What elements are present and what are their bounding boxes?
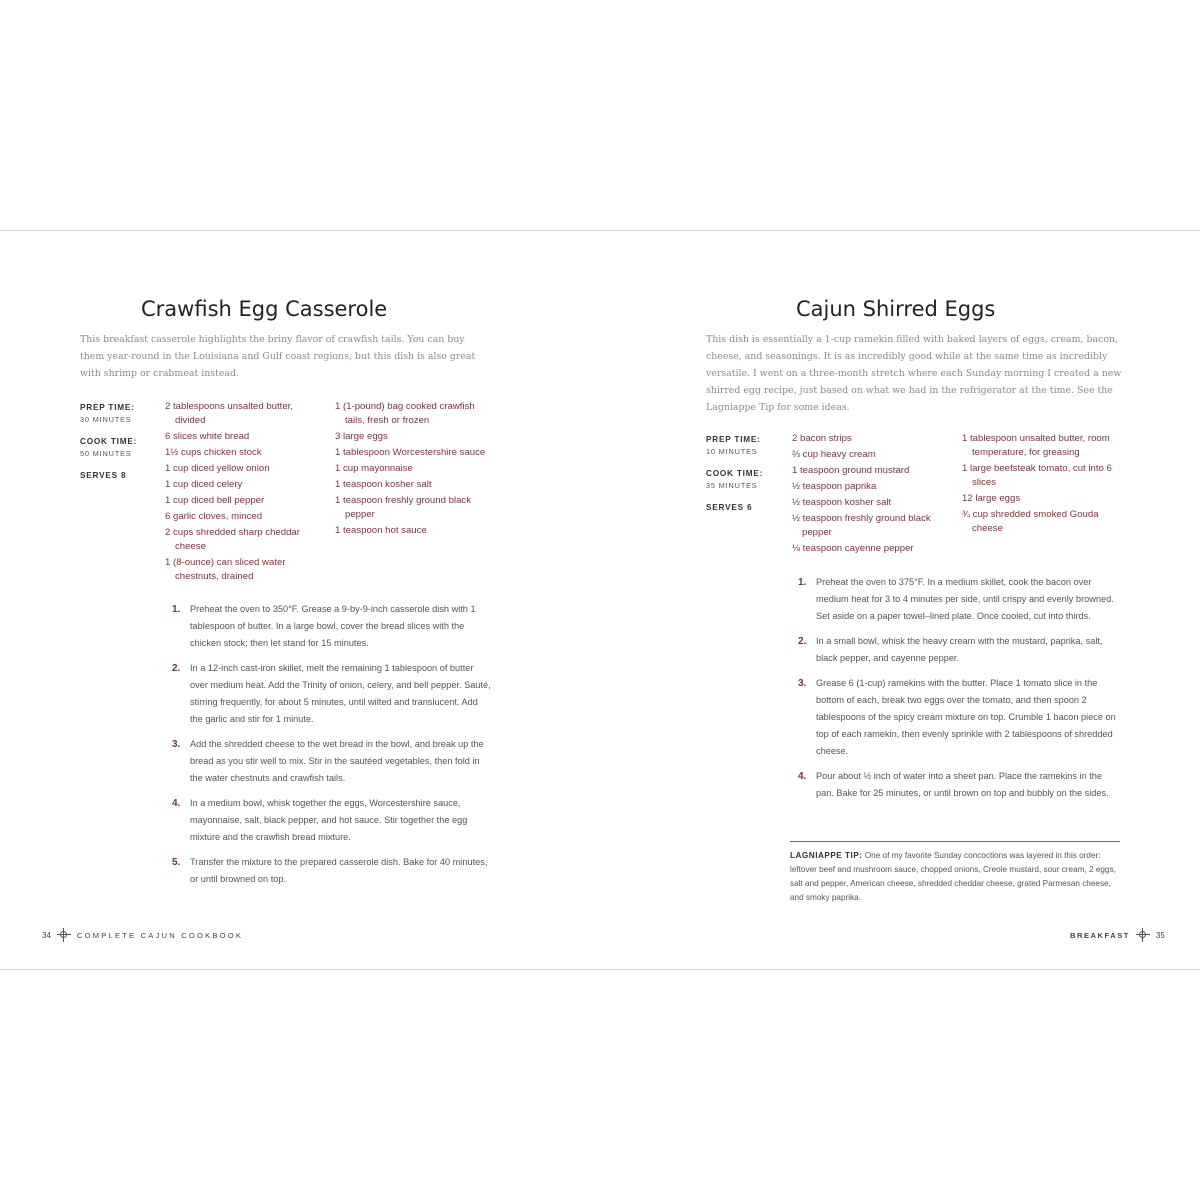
ingredient: 2 bacon strips xyxy=(792,433,852,444)
compass-cross-icon xyxy=(57,928,71,942)
recipe-steps xyxy=(172,601,492,896)
step-number: 1. xyxy=(798,577,807,588)
ingredient: 1 cup mayonnaise xyxy=(335,463,413,474)
step xyxy=(172,854,492,888)
meta-label: PREP TIME: xyxy=(706,435,761,444)
tip-divider xyxy=(790,841,1120,842)
step xyxy=(172,795,492,846)
ingredient: 1 tablespoon Worcestershire sauce xyxy=(335,447,486,458)
servings xyxy=(706,502,776,514)
ingredients-list-2 xyxy=(962,432,1122,538)
ingredient: 1 teaspoon freshly ground black pepper xyxy=(335,495,471,520)
tip-text: One of my favorite Sunday concoctions was layered in this order: leftover beef and mushroom sauce, chopped onions, Creole mustard, sour cream, 2 eggs, salt and pepper, American cheese, shredded cheddar cheese, grated Parmesan cheese, and smoky paprika. xyxy=(790,851,1116,902)
cook-time xyxy=(706,468,776,492)
ingredient: ½ teaspoon freshly ground black pepper xyxy=(792,513,931,538)
ingredient: ⅛ teaspoon cayenne pepper xyxy=(792,543,914,554)
meta-value: 35 MINUTES xyxy=(706,481,758,490)
ingredient: 6 slices white bread xyxy=(165,431,250,442)
right-page xyxy=(600,231,1200,971)
recipe-intro: This breakfast casserole highlights the briny flavor of crawfish tails. You can buy them year-round in the Louisiana and Gulf coast regions, but this dish is also great with shrimp or crabmeat instead. xyxy=(80,334,476,379)
step-number: 2. xyxy=(798,636,807,647)
meta-label: COOK TIME: xyxy=(706,469,764,478)
page-footer xyxy=(42,928,243,942)
recipe-title: Cajun Shirred Eggs xyxy=(796,297,996,321)
meta-value: 10 MINUTES xyxy=(706,447,758,456)
page-footer xyxy=(1070,928,1165,942)
ingredient: 2 cups shredded sharp cheddar cheese xyxy=(165,527,300,552)
tip-label: LAGNIAPPE TIP: xyxy=(790,851,863,860)
book-title: COMPLETE CAJUN COOKBOOK xyxy=(76,930,244,940)
prep-time xyxy=(80,402,150,426)
step-text: In a small bowl, whisk the heavy cream with the mustard, paprika, salt, black pepper, and cayenne pepper. xyxy=(816,636,1103,663)
ingredient: 3 large eggs xyxy=(335,431,388,442)
servings xyxy=(80,470,150,482)
step-number: 1. xyxy=(172,604,181,615)
step-number: 3. xyxy=(172,739,181,750)
ingredient: 1½ cups chicken stock xyxy=(165,447,262,458)
step xyxy=(798,633,1118,667)
ingredient: 6 garlic cloves, minced xyxy=(165,511,263,522)
step xyxy=(798,768,1118,802)
recipe-steps xyxy=(798,574,1118,810)
ingredient: ¾ cup shredded smoked Gouda cheese xyxy=(962,509,1099,534)
step xyxy=(172,660,492,728)
step xyxy=(172,601,492,652)
step-number: 2. xyxy=(172,663,181,674)
cook-time xyxy=(80,436,150,460)
step-text: Grease 6 (1-cup) ramekins with the butter. Place 1 tomato slice in the bottom of each, break two eggs over the tomato, and then spoon 2 tablespoons of the spicy cream mixture on top. Crumble 1 bacon piece on top of each ramekin, then evenly sprinkle with 2 tablespoons of shredded cheese. xyxy=(816,678,1116,756)
lagniappe-tip xyxy=(790,849,1122,905)
step-text: In a 12-inch cast-iron skillet, melt the remaining 1 tablespoon of butter over medium heat. Add the Trinity of onion, celery, and bell pepper. Sauté, stirring frequently, for about 5 minutes, until wilted and translucent. Add the garlic and stir for 1 minute. xyxy=(190,663,491,724)
ingredient: ½ teaspoon paprika xyxy=(792,481,877,492)
book-spread xyxy=(0,230,1200,970)
ingredient: 1 teaspoon ground mustard xyxy=(792,465,910,476)
step-number: 4. xyxy=(172,798,181,809)
meta-value: 30 MINUTES xyxy=(80,415,132,424)
meta-label: COOK TIME: xyxy=(80,437,138,446)
ingredient: 1 teaspoon hot sauce xyxy=(335,525,427,536)
page-number: 34 xyxy=(42,930,51,940)
ingredient: 1 (1-pound) bag cooked crawfish tails, fresh or frozen xyxy=(335,401,475,426)
ingredient: 1 teaspoon kosher salt xyxy=(335,479,432,490)
page-number: 35 xyxy=(1155,930,1165,940)
ingredients-list-1 xyxy=(165,400,325,586)
ingredient: ⅔ cup heavy cream xyxy=(792,449,876,460)
meta-label: PREP TIME: xyxy=(80,403,135,412)
ingredient: 1 cup diced celery xyxy=(165,479,243,490)
step xyxy=(172,736,492,787)
ingredient: 2 tablespoons unsalted butter, divided xyxy=(165,401,294,426)
ingredient: 1 tablespoon unsalted butter, room temperature, for greasing xyxy=(962,433,1110,458)
step-number: 5. xyxy=(172,857,181,868)
ingredients-list-2 xyxy=(335,400,495,540)
step-text: Preheat the oven to 375°F. In a medium skillet, cook the bacon over medium heat for 3 to 4 minutes per side, until crispy and evenly browned. Set aside on a paper towel–lined plate. Once cooled, cut into thirds. xyxy=(816,577,1114,621)
recipe-meta xyxy=(80,402,150,492)
left-page xyxy=(0,231,600,971)
step xyxy=(798,675,1118,760)
recipe-title: Crawfish Egg Casserole xyxy=(141,297,388,321)
step-number: 3. xyxy=(798,678,807,689)
meta-label: SERVES 6 xyxy=(706,503,753,512)
compass-cross-icon xyxy=(1136,928,1150,942)
recipe-intro: This dish is essentially a 1-cup ramekin filled with baked layers of eggs, cream, bacon, cheese, and seasonings. It is as incredibly good while at the same time as incredibly versatile. I went on a three-month stretch where each Sunday morning I created a new shirred egg recipe, just based on what we had in the refrigerator at the time. See the Lagniappe Tip for some ideas. xyxy=(706,334,1122,413)
step-text: Add the shredded cheese to the wet bread in the bowl, and break up the bread as you stir well to mix. Stir in the sautéed vegetables, then fold in the water chestnuts and crawfish tails. xyxy=(190,739,484,783)
step-text: Transfer the mixture to the prepared casserole dish. Bake for 40 minutes, or until browned on top. xyxy=(190,857,488,884)
ingredient: 1 large beefsteak tomato, cut into 6 slices xyxy=(962,463,1112,488)
ingredient: 12 large eggs xyxy=(962,493,1021,504)
meta-label: SERVES 8 xyxy=(80,471,127,480)
step-text: In a medium bowl, whisk together the eggs, Worcestershire sauce, mayonnaise, salt, black pepper, and hot sauce. Stir together the egg mixture and the crawfish bread mixture. xyxy=(190,798,468,842)
ingredients-list-1 xyxy=(792,432,942,558)
step-number: 4. xyxy=(798,771,807,782)
meta-value: 50 MINUTES xyxy=(80,449,132,458)
step-text: Preheat the oven to 350°F. Grease a 9-by-9-inch casserole dish with 1 tablespoon of butter. In a large bowl, cover the bread slices with the chicken stock; then let stand for 15 minutes. xyxy=(190,604,476,648)
recipe-meta xyxy=(706,434,776,524)
ingredient: ½ teaspoon kosher salt xyxy=(792,497,892,508)
section-name: BREAKFAST xyxy=(1070,930,1130,940)
ingredient: 1 cup diced yellow onion xyxy=(165,463,270,474)
step-text: Pour about ½ inch of water into a sheet pan. Place the ramekins in the pan. Bake for 25 minutes, or until brown on top and bubbly on the sides. xyxy=(816,771,1109,798)
ingredient: 1 cup diced bell pepper xyxy=(165,495,265,506)
prep-time xyxy=(706,434,776,458)
ingredient: 1 (8-ounce) can sliced water chestnuts, drained xyxy=(165,557,286,582)
step xyxy=(798,574,1118,625)
